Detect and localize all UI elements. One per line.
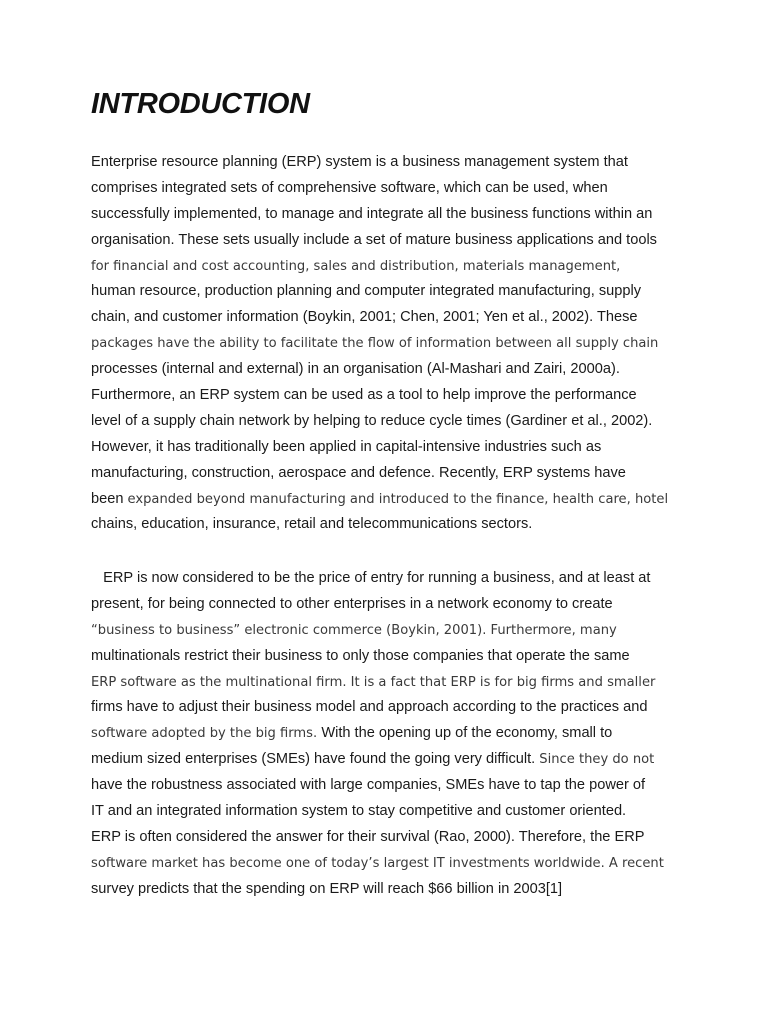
text-line: processes (internal and external) in an organisation (Al-Mashari and Zairi, 2000a). xyxy=(91,361,620,378)
text-line: Enterprise resource planning (ERP) system is a business management system that xyxy=(91,154,628,170)
text-line: chains, education, insurance, retail and telecommunications sectors. xyxy=(91,516,533,533)
text-line xyxy=(91,851,664,877)
text-line xyxy=(91,721,664,747)
text-run: software market has become one of today’s largest IT investments worldwide. xyxy=(91,855,609,871)
text-line: IT and an integrated information system to stay competitive and customer oriented. xyxy=(91,803,627,820)
text-line: level of a supply chain network by helping to reduce cycle times (Gardiner et al., 2002). xyxy=(91,412,653,429)
text-line: ERP is often considered the answer for their survival (Rao, 2000). Therefore, the ERP xyxy=(91,828,645,845)
text-line xyxy=(91,487,668,513)
text-line: packages have the ability to facilitate the flow of information between all supply chain xyxy=(91,336,659,352)
text-run: Since they do not xyxy=(539,752,655,768)
text-line: multinationals restrict their business to only those companies that operate the same xyxy=(91,647,630,664)
text-line: have the robustness associated with large companies, SMEs have to tap the power of xyxy=(91,777,646,794)
text-line: human resource, production planning and computer integrated manufacturing, supply xyxy=(91,283,642,300)
text-line: “business to business” electronic commerce (Boykin, 2001). Furthermore, many xyxy=(91,622,617,638)
text-line: ERP is now considered to be the price of entry for running a business, and at least at xyxy=(91,570,651,586)
text-line: However, it has traditionally been applied in capital-intensive industries such as xyxy=(91,438,602,455)
text-line: for financial and cost accounting, sales and distribution, materials management, xyxy=(91,258,621,274)
text-line: present, for being connected to other enterprises in a network economy to create xyxy=(91,595,613,612)
text-line: Furthermore, an ERP system can be used as a tool to help improve the performance xyxy=(91,387,637,404)
page-title: INTRODUCTION xyxy=(91,88,310,120)
text-run: medium sized enterprises (SMEs) have found the going very difficult. xyxy=(91,751,540,768)
text-line: survey predicts that the spending on ERP will reach $66 billion in 2003[1] xyxy=(91,880,563,897)
text-line: ERP software as the multinational firm. It is a fact that ERP is for big firms and smaller xyxy=(91,674,656,690)
text-line: chain, and customer information (Boykin, 2001; Chen, 2001; Yen et al., 2002). These xyxy=(91,309,638,326)
text-line: firms have to adjust their business model and approach according to the practices and xyxy=(91,699,648,716)
paragraph-1 xyxy=(91,150,668,538)
text-run: With the opening up of the economy, small to xyxy=(321,725,613,742)
text-line: manufacturing, construction, aerospace and defence. Recently, ERP systems have xyxy=(91,464,626,481)
text-line: comprises integrated sets of comprehensive software, which can be used, when xyxy=(91,179,608,196)
text-run: been xyxy=(91,490,128,507)
text-run: A recent xyxy=(608,855,664,871)
text-run: expanded beyond manufacturing and introduced to the finance, health care, hotel xyxy=(127,491,669,507)
paragraph-2 xyxy=(91,566,664,903)
text-line xyxy=(91,747,664,773)
text-line: successfully implemented, to manage and integrate all the business functions within an xyxy=(91,205,653,222)
text-line: organisation. These sets usually include a set of mature business applications and tools xyxy=(91,231,657,248)
text-run: software adopted by the big firms. xyxy=(91,726,322,742)
